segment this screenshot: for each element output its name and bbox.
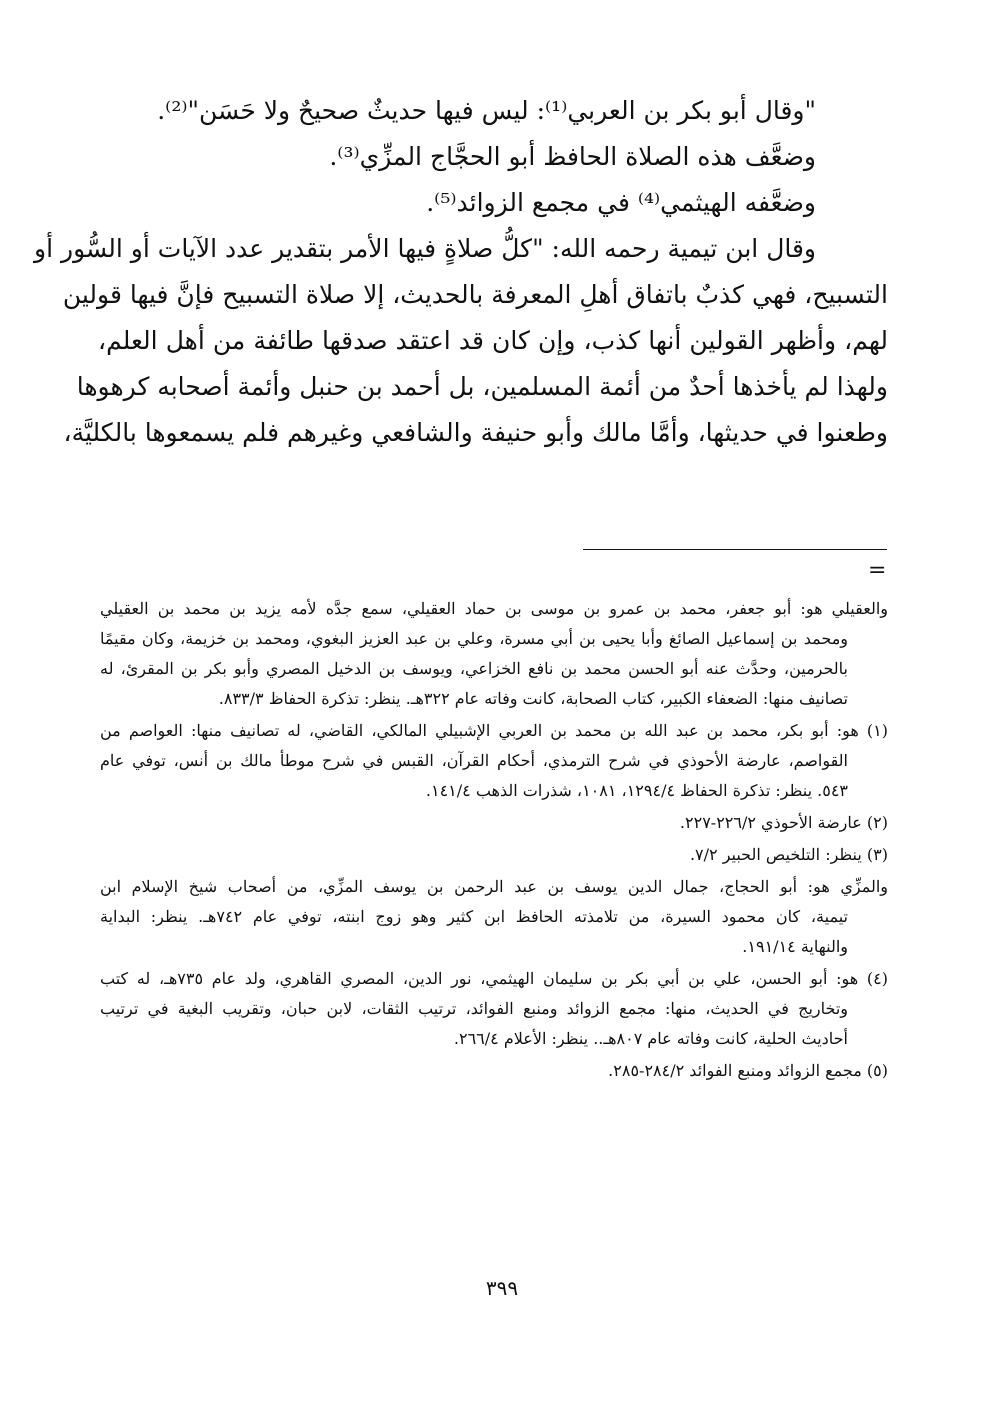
page-number: ٣٩٩ [485, 1276, 519, 1300]
footnote-line: وتخاريج في الحديث، منها: مجمع الزوائد ومنبع الفوائد، ترتيب الثقات، لابن حبان، وتقريب البغية في ترتيب [100, 999, 849, 1018]
footnote-separator [583, 549, 887, 550]
main-line: لهم، وأظهر القولين أنها كذب، وإن كان قد اعتقد صدقها طائفة من أهل العلم، [98, 326, 888, 355]
main-line: التسبيح، فهي كذبٌ باتفاق أهلِ المعرفة بالحديث، إلا صلاة التسبيح فإنَّ فيها قولين [62, 280, 888, 309]
footnote-line: (٥) مجمع الزوائد ومنبع الفوائد ٢٨٤/٢-٢٨٥. [608, 1061, 888, 1080]
footnote-line: ومحمد بن إسماعيل الصائغ وأبا يحيى بن أبي مسرة، وعلي بن عبد العزيز البغوي، ومحمد بن خزيمة، وكان مقيمًا [100, 629, 848, 648]
footnote-line: (٢) عارضة الأحوذي ٢٢٦/٢-٢٢٧. [679, 813, 888, 832]
main-line: "وقال أبو بكر بن العربي⁽¹⁾: ليس فيها حديثٌ صحيحٌ ولا حَسَن"⁽²⁾. [157, 96, 816, 125]
footnote-line: (٣) ينظر: التلخيص الحبير ٧/٢. [689, 845, 888, 864]
footnote-line: تيمية، كان محمود السيرة، من تلامذته الحافظ ابن كثير وهو زوج ابنته، توفي عام ٧٤٢هـ. ينظر: البداية [100, 907, 848, 926]
main-line: وطعنوا في حديثها، وأمَّا مالك وأبو حنيفة والشافعي وغيرهم فلم يسمعوها بالكليَّة، [63, 418, 888, 447]
main-line: وضعَّفه الهيثمي⁽⁴⁾ في مجمع الزوائد⁽⁵⁾. [426, 188, 816, 217]
footnote-line: والعقيلي هو: أبو جعفر، محمد بن عمرو بن موسى بن حماد العقيلي، سمع جدَّه لأمه يزيد بن محمد بن العقيلي [100, 599, 888, 618]
footnote [100, 840, 888, 870]
footnote-line: (٤) هو: أبو الحسن، علي بن أبي بكر بن سليمان الهيثمي، نور الدين، المصري القاهري، ولد عام ٧٣٥هـ، له كتب [100, 969, 888, 988]
main-line: وضعَّف هذه الصلاة الحافظ أبو الحجَّاج المزِّي⁽³⁾. [329, 142, 816, 171]
footnote [100, 716, 888, 806]
footnote-line: بالحرمين، وحدَّث عنه أبو الحسن محمد بن نافع الخزاعي، ويوسف بن الدخيل المصري وأبو بكر بن المقرئ، له [100, 659, 848, 678]
footnote-line: (١) هو: أبو بكر، محمد بن عبد الله بن محمد بن العربي الإشبيلي المالكي، القاضي، له تصانيف منها: العواصم من [100, 721, 888, 740]
footnote [100, 1056, 888, 1086]
footnote-line: ٥٤٣. ينظر: تذكرة الحفاظ ١٢٩٤/٤، ١٠٨١، شذرات الذهب ١٤١/٤. [425, 781, 848, 800]
footnote-line: والنهاية ١٩١/١٤. [742, 937, 848, 956]
footnote-line: أحاديث الحلية، كانت وفاته عام ٨٠٧هـ.. ينظر: الأعلام ٢٦٦/٤. [453, 1029, 848, 1048]
footnote-line: تصانيف منها: الضعفاء الكبير، كتاب الصحابة، كانت وفاته عام ٣٢٢هـ. ينظر: تذكرة الحفاظ ٨٣٣/٣. [218, 689, 848, 708]
footnote [100, 594, 888, 714]
footnote [100, 964, 888, 1054]
main-text [34, 88, 888, 456]
main-line: وقال ابن تيمية رحمه الله: "كلُّ صلاةٍ فيها الأمر بتقدير عدد الآيات أو السُّور أو [34, 234, 816, 263]
footnote [100, 808, 888, 838]
main-line: ولهذا لم يأخذها أحدٌ من أئمة المسلمين، بل أحمد بن حنبل وأئمة أصحابه كرهوها [76, 372, 888, 401]
footnotes [100, 594, 888, 1088]
footnote-line: والمزِّي هو: أبو الحجاج، جمال الدين يوسف بن عبد الرحمن بن يوسف المزِّي، من أصحاب شيخ الإسلام ابن [100, 877, 888, 896]
continuation-mark: = [868, 558, 887, 583]
footnote [100, 872, 888, 962]
footnote-line: القواصم، عارضة الأحوذي في شرح الترمذي، أحكام القرآن، القبس في شرح موطأ مالك بن أنس، توفي عام [100, 751, 848, 770]
